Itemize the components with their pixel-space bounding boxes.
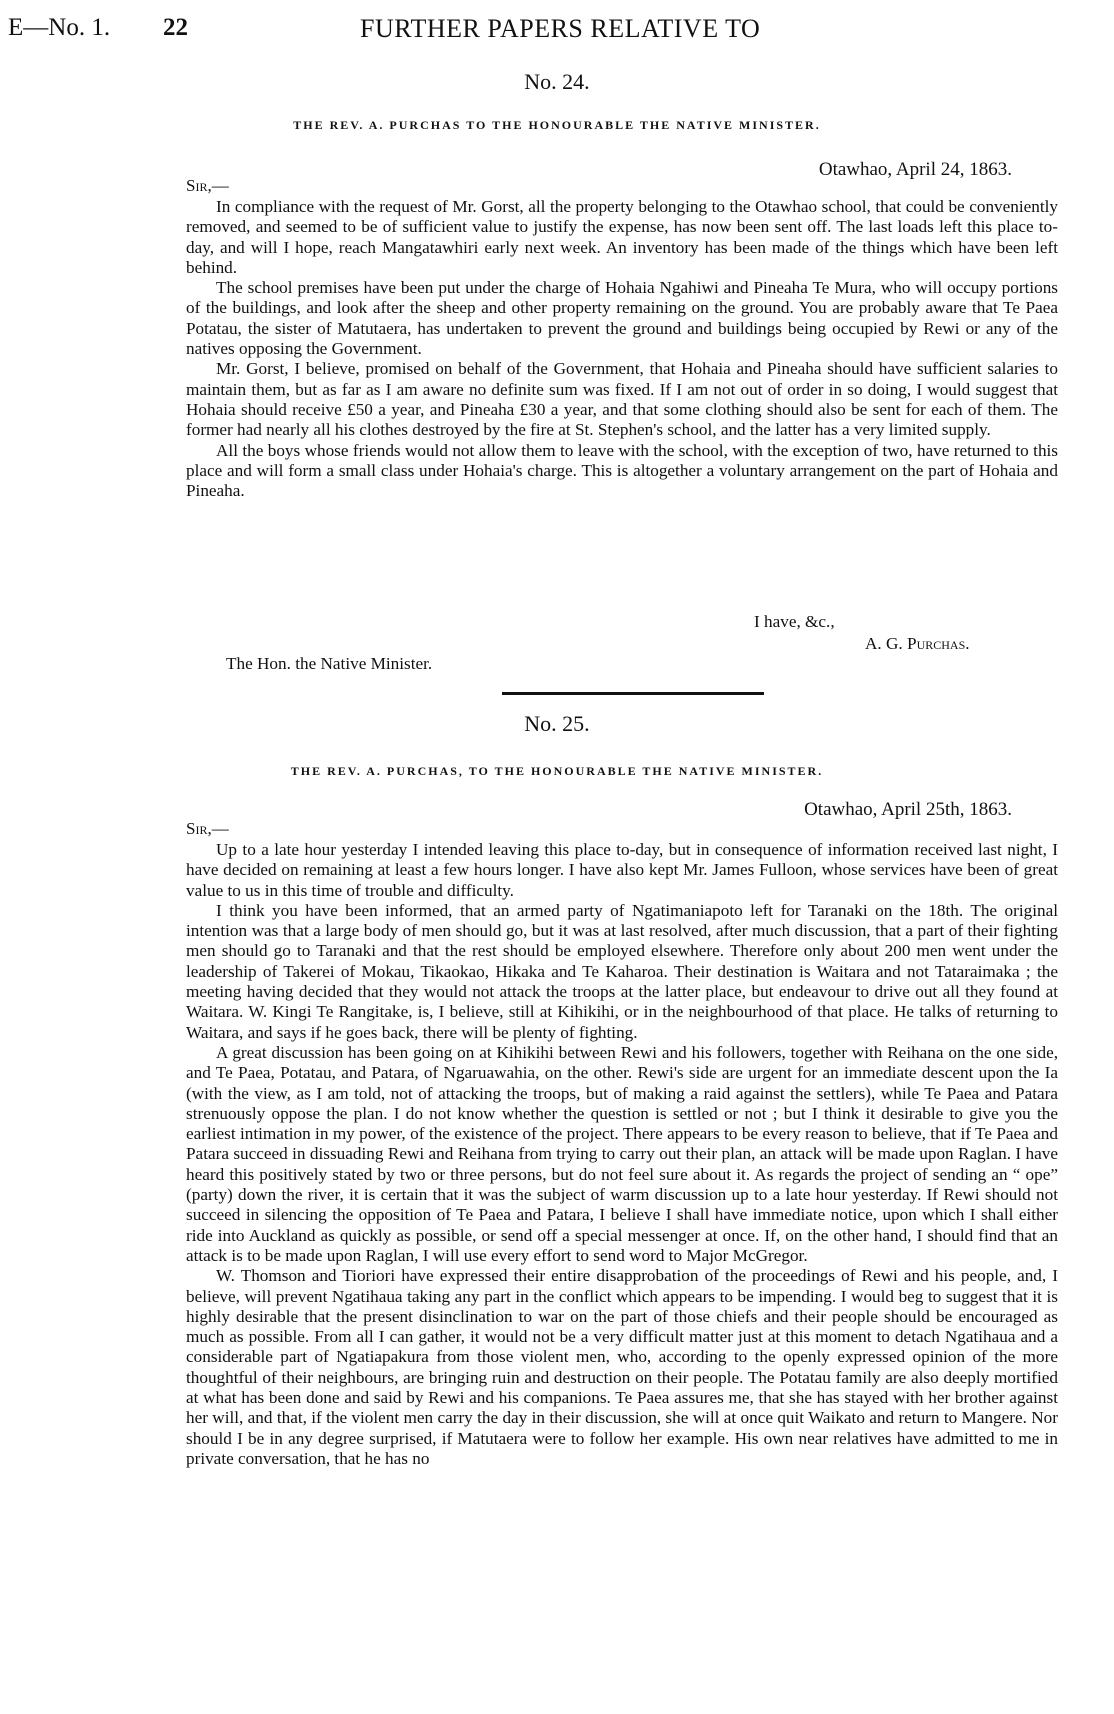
signature: A. G. Purchas. — [865, 634, 970, 653]
letter-number: No. 24. — [524, 69, 590, 94]
closing: I have, &c., — [754, 612, 835, 631]
paragraph: Up to a late hour yesterday I intended leaving this place to-day, but in consequence of information received last night, I have decided on remaining at least a few hours longer. I have also kept Mr. James Fulloon, whose services have been of great value to us in this time of trouble and difficulty. — [186, 840, 1058, 900]
salutation: Sir,— — [186, 176, 229, 195]
paragraph: In compliance with the request of Mr. Gorst, all the property belonging to the Otawhao school, that could be conveniently removed, and seemed to be of sufficient value to justify the expense, has now been sent off. The last loads left this place to-day, and will I hope, reach Mangatawhiri early next week. An inventory has been made of the things which have been left behind. — [186, 197, 1058, 277]
paragraph: Mr. Gorst, I believe, promised on behalf of the Government, that Hohaia and Pineaha should have sufficient salaries to maintain them, but as far as I am aware no definite sum was fixed. If I am not out of order in so doing, I would suggest that Hohaia should receive £50 a year, and Pineaha £30 a year, and that some clothing should also be sent for each of them. The former had nearly all his clothes destroyed by the fire at St. Stephen's school, and the latter has a very limited supply. — [186, 359, 1058, 440]
paragraph: W. Thomson and Tioriori have expressed their entire disapprobation of the proceedings of Rewi and his people, and, I believe, will prevent Ngatihaua taking any part in the conflict which appears to be impending. I would beg to suggest that it is highly desirable that the present disinclination to war on the part of those chiefs and their people should be encouraged as much as possible. From all I can gather, it would not be a very difficult matter just at this moment to detach Ngatihaua and a considerable part of Ngatiapakura from those violent men, who, according to the openly expressed opinion of the more thoughtful of their neighbours, are bringing ruin and destruction on their people. The Potatau family are also deeply mortified at what has been done and said by Rewi and his companions. Te Paea assures me, that she has stayed with her brother against her will, and that, if the violent men carry the day in their discussion, she will at once quit Waikato and return to Mangere. Nor should I be in any degree surprised, if Matutaera were to follow her example. His own near relatives have admitted to me in private conversation, that he has no — [186, 1266, 1058, 1468]
paragraph: A great discussion has been going on at Kihikihi between Rewi and his followers, together with Reihana on the one side, and Te Paea, Potatau, and Patara, of Ngaruawahia, on the other. Rewi's side are urgent for an immediate descent upon the Ia (with the view, as I am told, not of attacking the troops, but of making a raid against the settlers), while Te Paea and Patara strenuously oppose the plan. I do not know whether the question is settled or not ; but I think it desirable to give you the earliest intimation in my power, of the existence of the project. There appears to be every reason to believe, that if Te Paea and Patara succeed in dissuading Rewi and Reihana from trying to carry out their plan, an attack will be made upon Raglan. I have heard this positively stated by two or three persons, but do not feel sure about it. As regards the project of sending an “ ope” (party) down the river, it is certain that it was the subject of warm discussion up to a late hour yesterday. If Rewi should not succeed in silencing the opposition of Te Paea and Patara, I believe I shall have immediate notice, upon which I shall either ride into Auckland as quickly as possible, or send off a special messenger at once. If, on the other hand, I should find that an attack is to be made upon Raglan, I will use every effort to send word to Major McGregor. — [186, 1042, 1058, 1265]
salutation: Sir,— — [186, 819, 229, 838]
paragraph: The school premises have been put under the charge of Hohaia Ngahiwi and Pineaha Te Mura, who will occupy portions of the buildings, and look after the sheep and other property remaining on the ground. You are probably aware that Te Paea Potatau, the sister of Matutaera, has undertaken to prevent the ground and buildings being occupied by Rewi or any of the natives opposing the Government. — [186, 278, 1058, 359]
section-divider — [502, 692, 764, 695]
paragraph: I think you have been informed, that an armed party of Ngatimaniapoto left for Taranaki on the 18th. The original intention was that a large body of men should go, but it was at last resolved, after much discussion, that a part of their fighting men should go to Taranaki and that the rest should be employed elsewhere. Therefore only about 200 men went under the leadership of Takerei of Mokau, Tikaokao, Hikaka and Te Kaharoa. Their destination is Waitara and not Tataraimaka ; the meeting having decided that they would not attack the troops at the latter place, but endeavour to drive out all they found at Waitara. W. Kingi Te Rangitake, is, I believe, still at Kihikihi, or in the neighbourhood of that place. He talks of returning to Waitara, and says if he goes back, there will be plenty of fighting. — [186, 900, 1058, 1042]
running-title: FURTHER PAPERS RELATIVE TO — [360, 14, 761, 43]
letter-heading: THE REV. A. PURCHAS TO THE HONOURABLE THE NATIVE MINISTER. — [293, 118, 821, 132]
section-reference: E—No. 1. — [8, 14, 111, 41]
letter-body — [186, 197, 1058, 501]
letter-heading: THE REV. A. PURCHAS, TO THE HONOURABLE THE NATIVE MINISTER. — [290, 764, 824, 778]
page-number: 22 — [163, 14, 188, 41]
letter-date: Otawhao, April 25th, 1863. — [804, 799, 1012, 820]
letter-body — [186, 840, 1058, 1469]
paragraph: All the boys whose friends would not allow them to leave with the school, with the exception of two, have returned to this place and will form a small class under Hohaia's charge. This is altogether a voluntary arrangement on the part of Hohaia and Pineaha. — [186, 440, 1058, 501]
letter-date: Otawhao, April 24, 1863. — [818, 159, 1012, 180]
letter-number: No. 25. — [524, 711, 590, 736]
addressee: The Hon. the Native Minister. — [226, 654, 433, 673]
